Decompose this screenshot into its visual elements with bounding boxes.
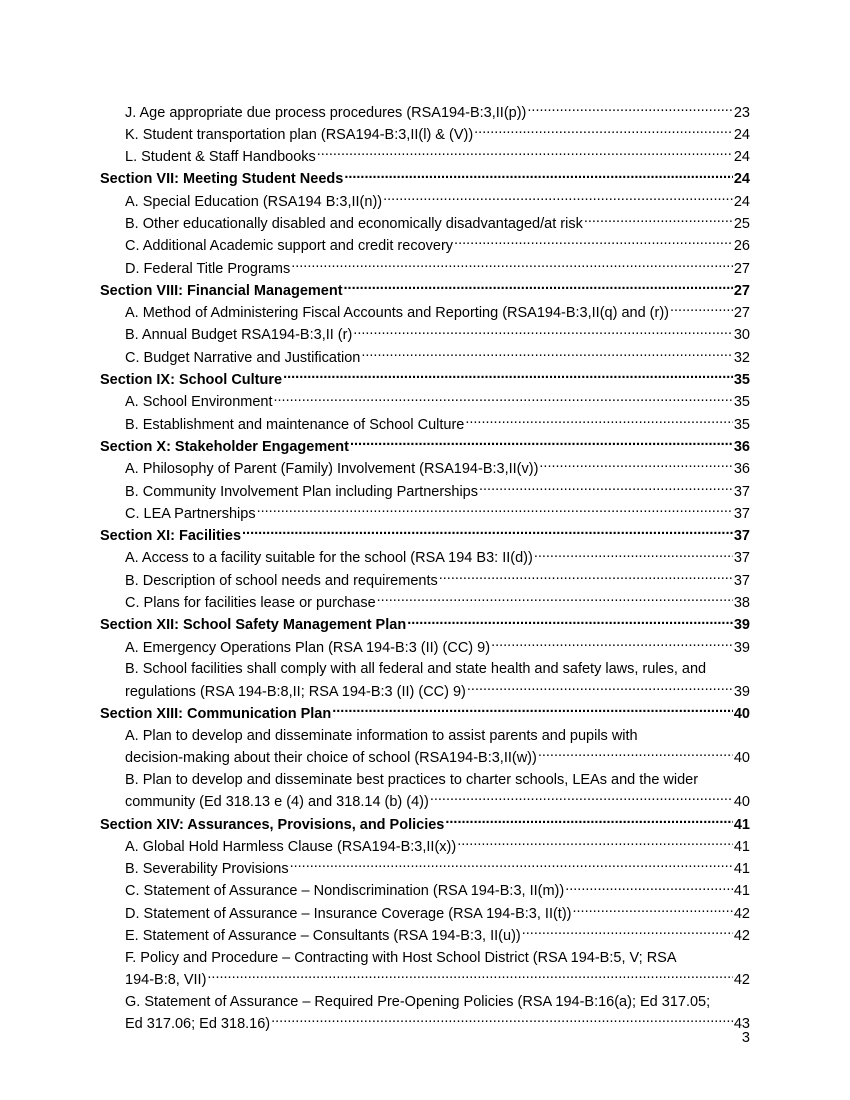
- toc-entry-title: community (Ed 318.13 e (4) and 318.14 (b) (4)): [125, 794, 429, 811]
- dot-leader: [474, 124, 733, 139]
- toc-page-number: 24: [733, 193, 750, 210]
- toc-entry-title: B. Establishment and maintenance of School Culture: [125, 416, 465, 433]
- dot-leader: [465, 414, 733, 429]
- toc-entry-title: L. Student & Staff Handbooks: [125, 149, 316, 166]
- dot-leader: [491, 637, 733, 652]
- toc-section-entry[interactable]: [100, 169, 750, 191]
- toc-subsection-entry[interactable]: [100, 637, 750, 659]
- toc-subsection-entry[interactable]: [100, 414, 750, 436]
- dot-leader: [283, 370, 733, 385]
- toc-subsection-entry[interactable]: [100, 503, 750, 525]
- toc-subsection-entry[interactable]: [100, 258, 750, 280]
- toc-section-entry[interactable]: [100, 814, 750, 836]
- toc-subsection-entry[interactable]: [100, 325, 750, 347]
- toc-page-number: 27: [733, 282, 750, 299]
- toc-page-number: 41: [733, 883, 750, 900]
- toc-page-number: 39: [733, 617, 750, 634]
- toc-page-number: 37: [733, 505, 750, 522]
- dot-leader: [538, 748, 733, 763]
- toc-page-number: 27: [733, 305, 750, 322]
- toc-entry-title: B. Description of school needs and requirements: [125, 572, 438, 589]
- toc-entry-title: D. Federal Title Programs: [125, 260, 291, 277]
- toc-page-number: 42: [733, 972, 750, 989]
- toc-subsection-entry[interactable]: [100, 593, 750, 615]
- toc-entry-title: A. School Environment: [125, 394, 273, 411]
- toc-subsection-entry[interactable]: [100, 102, 750, 124]
- dot-leader: [353, 325, 733, 340]
- dot-leader: [383, 191, 733, 206]
- dot-leader: [350, 436, 733, 451]
- dot-leader: [257, 503, 733, 518]
- toc-entry-title: decision-making about their choice of school (RSA194-B:3,II(w)): [125, 750, 537, 767]
- toc-page-number: 39: [733, 683, 750, 700]
- dot-leader: [407, 615, 733, 630]
- toc-subsection-entry[interactable]: [100, 236, 750, 258]
- toc-page-number: 23: [733, 104, 750, 121]
- toc-entry-title: Section X: Stakeholder Engagement: [100, 438, 349, 455]
- toc-entry-title: C. Plans for facilities lease or purchase: [125, 595, 376, 612]
- toc-entry-title-line: A. Plan to develop and disseminate information to assist parents and pupils with: [125, 727, 638, 744]
- toc-page-number: 27: [733, 260, 750, 277]
- toc-page-number: 35: [733, 372, 750, 389]
- toc-page-number: 42: [733, 927, 750, 944]
- toc-page-number: 37: [733, 572, 750, 589]
- dot-leader: [332, 704, 733, 719]
- toc-page-number: 40: [733, 794, 750, 811]
- toc-page-number: 32: [733, 349, 750, 366]
- toc-page-number: 43: [733, 1016, 750, 1033]
- toc-entry-title: B. Severability Provisions: [125, 861, 289, 878]
- page-number: 3: [741, 1030, 750, 1046]
- toc-page-number: 42: [733, 905, 750, 922]
- toc-entry-title-line: G. Statement of Assurance – Required Pre-Opening Policies (RSA 194-B:16(a); Ed 317.05;: [125, 993, 711, 1010]
- dot-leader: [457, 836, 733, 851]
- dot-leader: [467, 681, 733, 696]
- dot-leader: [344, 169, 733, 184]
- toc-section-entry[interactable]: [100, 280, 750, 302]
- dot-leader: [670, 303, 733, 318]
- dot-leader: [522, 925, 733, 940]
- toc-subsection-entry[interactable]: [100, 948, 750, 992]
- dot-leader: [290, 859, 733, 874]
- toc-entry-title: Section VII: Meeting Student Needs: [100, 171, 344, 188]
- toc-subsection-entry[interactable]: [100, 147, 750, 169]
- toc-entry-title: Ed 317.06; Ed 318.16): [125, 1016, 271, 1033]
- toc-subsection-entry[interactable]: [100, 347, 750, 369]
- toc-entry-title: C. Statement of Assurance – Nondiscrimination (RSA 194-B:3, II(m)): [125, 883, 565, 900]
- toc-subsection-entry[interactable]: [100, 570, 750, 592]
- toc-page-number: 36: [733, 461, 750, 478]
- toc-page-number: 39: [733, 639, 750, 656]
- toc-subsection-entry[interactable]: [100, 124, 750, 146]
- toc-subsection-entry[interactable]: [100, 903, 750, 925]
- dot-leader: [317, 147, 733, 162]
- toc-section-entry[interactable]: [100, 615, 750, 637]
- toc-entry-title: E. Statement of Assurance – Consultants (RSA 194-B:3, II(u)): [125, 927, 521, 944]
- toc-page-number: 40: [733, 750, 750, 767]
- dot-leader: [344, 280, 733, 295]
- dot-leader: [377, 593, 733, 608]
- toc-page-number: 41: [733, 838, 750, 855]
- toc-entry-title: A. Method of Administering Fiscal Accounts and Reporting (RSA194-B:3,II(q) and (r)): [125, 305, 669, 322]
- toc-entry-title-line: F. Policy and Procedure – Contracting with Host School District (RSA 194-B:5, V; RSA: [125, 949, 677, 966]
- toc-subsection-entry[interactable]: [100, 770, 750, 814]
- toc-page-number: 40: [733, 706, 750, 723]
- toc-entry-title: A. Global Hold Harmless Clause (RSA194-B:3,II(x)): [125, 838, 457, 855]
- dot-leader: [207, 970, 732, 985]
- toc-page-number: 24: [733, 149, 750, 166]
- dot-leader: [534, 548, 733, 563]
- dot-leader: [445, 814, 732, 829]
- dot-leader: [527, 102, 732, 117]
- dot-leader: [274, 392, 733, 407]
- toc-entry-title: regulations (RSA 194-B:8,II; RSA 194-B:3 (II) (CC) 9): [125, 683, 466, 700]
- toc-page-number: 36: [733, 438, 750, 455]
- toc-page-number: 41: [733, 861, 750, 878]
- dot-leader: [291, 258, 733, 273]
- dot-leader: [271, 1014, 733, 1029]
- toc-entry-title: Section XII: School Safety Management Plan: [100, 617, 407, 634]
- toc-entry-title: Section XI: Facilities: [100, 528, 242, 545]
- toc-entry-title: A. Access to a facility suitable for the school (RSA 194 B3: II(d)): [125, 550, 533, 567]
- toc-entry-title: C. Additional Academic support and credit recovery: [125, 238, 454, 255]
- toc-entry-title: Section VIII: Financial Management: [100, 282, 343, 299]
- toc-entry-title: Section IX: School Culture: [100, 372, 283, 389]
- dot-leader: [242, 526, 733, 541]
- toc-subsection-entry[interactable]: [100, 459, 750, 481]
- dot-leader: [361, 347, 733, 362]
- dot-leader: [479, 481, 733, 496]
- dot-leader: [439, 570, 733, 585]
- toc-page-number: 30: [733, 327, 750, 344]
- toc-entry-title: B. Annual Budget RSA194-B:3,II (r): [125, 327, 353, 344]
- table-of-contents: [100, 102, 750, 1036]
- toc-subsection-entry[interactable]: [100, 481, 750, 503]
- toc-entry-title: A. Special Education (RSA194 B:3,II(n)): [125, 193, 383, 210]
- dot-leader: [539, 459, 732, 474]
- dot-leader: [565, 881, 733, 896]
- toc-page-number: 35: [733, 416, 750, 433]
- toc-subsection-entry[interactable]: [100, 548, 750, 570]
- toc-entry-title-line: B. School facilities shall comply with all federal and state health and safety laws, rules, and: [125, 661, 707, 678]
- dot-leader: [584, 213, 733, 228]
- toc-entry-title: A. Philosophy of Parent (Family) Involvement (RSA194-B:3,II(v)): [125, 461, 539, 478]
- toc-entry-title: C. Budget Narrative and Justification: [125, 349, 361, 366]
- toc-entry-title: A. Emergency Operations Plan (RSA 194-B:3 (II) (CC) 9): [125, 639, 491, 656]
- toc-section-entry[interactable]: [100, 436, 750, 458]
- toc-entry-title: Section XIII: Communication Plan: [100, 706, 332, 723]
- dot-leader: [573, 903, 733, 918]
- toc-subsection-entry[interactable]: [100, 659, 750, 703]
- toc-page-number: 37: [733, 550, 750, 567]
- toc-subsection-entry[interactable]: [100, 992, 750, 1036]
- toc-subsection-entry[interactable]: [100, 191, 750, 213]
- dot-leader: [454, 236, 733, 251]
- toc-subsection-entry[interactable]: [100, 726, 750, 770]
- toc-page-number: 37: [733, 528, 750, 545]
- toc-entry-title: K. Student transportation plan (RSA194-B:3,II(l) & (V)): [125, 126, 474, 143]
- toc-page-number: 25: [733, 215, 750, 232]
- toc-page-number: 38: [733, 595, 750, 612]
- toc-entry-title: C. LEA Partnerships: [125, 505, 256, 522]
- toc-entry-title: 194-B:8, VII): [125, 972, 207, 989]
- toc-entry-title: Section XIV: Assurances, Provisions, and Policies: [100, 816, 445, 833]
- toc-entry-title-line: B. Plan to develop and disseminate best practices to charter schools, LEAs and the wider: [125, 771, 699, 788]
- toc-subsection-entry[interactable]: [100, 392, 750, 414]
- toc-section-entry[interactable]: [100, 370, 750, 392]
- toc-page-number: 24: [733, 126, 750, 143]
- toc-page-number: 37: [733, 483, 750, 500]
- toc-page-number: 35: [733, 394, 750, 411]
- toc-subsection-entry[interactable]: [100, 303, 750, 325]
- toc-entry-title: D. Statement of Assurance – Insurance Coverage (RSA 194-B:3, II(t)): [125, 905, 572, 922]
- toc-page-number: 24: [733, 171, 750, 188]
- dot-leader: [430, 792, 733, 807]
- toc-page-number: 41: [733, 816, 750, 833]
- toc-section-entry[interactable]: [100, 526, 750, 548]
- toc-entry-title: B. Other educationally disabled and economically disadvantaged/at risk: [125, 215, 583, 232]
- toc-subsection-entry[interactable]: [100, 925, 750, 947]
- toc-page-number: 26: [733, 238, 750, 255]
- toc-entry-title: B. Community Involvement Plan including Partnerships: [125, 483, 478, 500]
- toc-section-entry[interactable]: [100, 704, 750, 726]
- toc-subsection-entry[interactable]: [100, 213, 750, 235]
- toc-subsection-entry[interactable]: [100, 859, 750, 881]
- toc-subsection-entry[interactable]: [100, 881, 750, 903]
- toc-entry-title: J. Age appropriate due process procedures (RSA194-B:3,II(p)): [125, 104, 527, 121]
- toc-subsection-entry[interactable]: [100, 836, 750, 858]
